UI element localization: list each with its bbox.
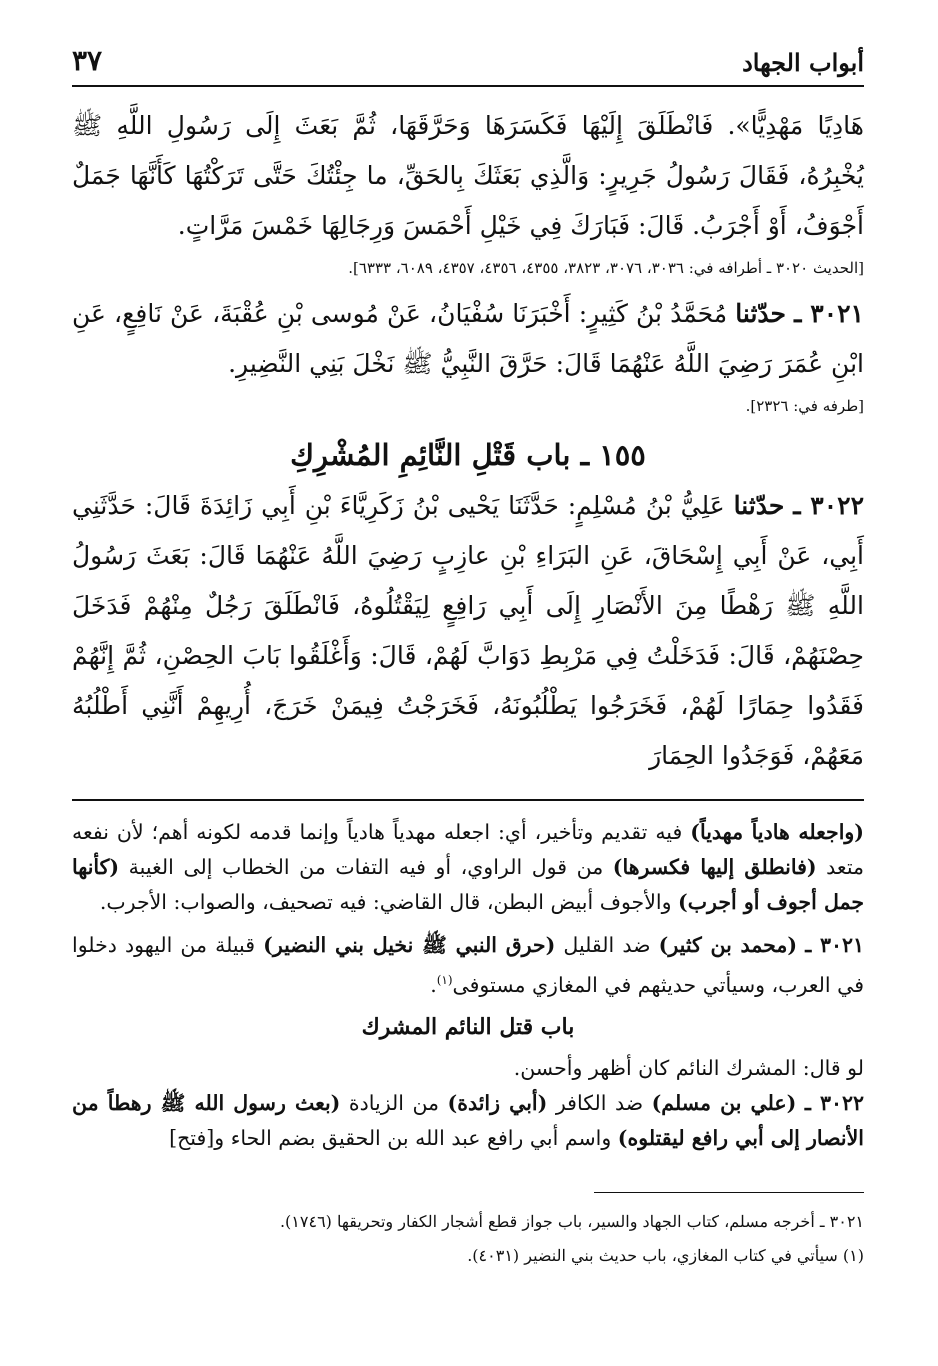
commentary-text: فيه تقديم وتأخير، أي: اجعله مهدياً هادياً وإنما قدمه لكونه أهم؛ لأن نفعه متعد (72, 820, 864, 879)
commentary-lemma: (كأنها جمل أجوف أو أجرب) (72, 855, 864, 914)
commentary-separator (72, 799, 864, 801)
commentary-text: من الزيادة (340, 1090, 448, 1115)
commentary-lemma: (فانطلق إليها فكسرها) (612, 855, 817, 879)
commentary-3021 (72, 928, 864, 1003)
commentary-lemma: (بعث رسول الله ﷺ رهطاً من الأنصار إلى أبي رافع ليقتلوه) (72, 1090, 864, 1150)
page-header (72, 44, 864, 87)
hadith-3021 (72, 289, 864, 389)
hadith-3021-cross-reference: [طرفه في: ٢٣٢٦]. (745, 397, 864, 415)
commentary-number: ٣٠٢١ ـ (805, 933, 864, 957)
page (72, 44, 864, 1273)
commentary-3022 (72, 1086, 864, 1156)
commentary-number: ٣٠٢٢ ـ (804, 1090, 865, 1115)
hadith-3020-continuation: هَادِيًا مَهْدِيًّا». فَانْطَلَقَ إِلَيْهَا فَكَسَرَهَا وَحَرَّقَهَا، ثُمَّ بَعَثَ إِلَى رَسُولِ اللَّهِ ﷺ يُخْبِرُهُ، فَقَالَ رَسُولُ جَرِيرٍ: وَالَّذِي بَعَثَكَ بِالحَقِّ، ما جِئْتُكَ حَتَّى تَرَكْتُهَا كَأَنَّهَا جَمَلٌ أَجْوَفُ، أَوْ أَجْرَبُ. قَالَ: فَبَارَكَ فِي خَيْلِ أَحْمَسَ وَرِجَالِهَا خَمْسَ مَرَّاتٍ. (72, 111, 864, 240)
commentary-lemma: (حرق النبي ﷺ نخيل بني النضير) (263, 933, 556, 957)
commentary-text: واسم أبي رافع عبد الله بن الحقيق بضم الحاء و[فتح] (169, 1125, 618, 1150)
footnote-marker: (١) (436, 973, 453, 987)
commentary-text: . (430, 972, 437, 997)
hadith-lead-word: حدّثنا (733, 491, 785, 520)
hadith-text: عَلِيُّ بْنُ مُسْلِمٍ: حَدَّثَنَا يَحْيى بْنُ زَكَرِيَّاءَ بْنِ أَبِي زَائِدَةَ قَالَ: حَدَّثَنِي أَبِي، عَنْ أَبِي إِسْحَاقَ، عَنِ البَرَاءِ بْنِ عازِبٍ رَضِيَ اللَّهُ عَنْهُمَا قَالَ: بَعَثَ رَسُولُ اللَّهِ ﷺ رَهْطًا مِنَ الأَنْصَارِ إِلَى أَبِي رَافِعٍ لِيَقْتُلُوهُ، فَانْطَلَقَ رَجُلٌ مِنْهُمْ فَدَخَلَ حِصْنَهُمْ، قَالَ: فَدَخَلْتُ فِي مَرْبِطِ دَوَابَّ لَهُمْ، قَالَ: وَأَغْلَقُوا بَابَ الحِصْنِ، ثُمَّ إِنَّهُمْ فَقَدُوا حِمَارًا لَهُمْ، فَخَرَجُوا يَطْلُبُونَهُ، فَخَرَجْتُ فِيمَنْ خَرَجَ، أُرِيهِمْ أَنَّنِي أَطْلُبُهُ مَعَهُمْ، فَوَجَدُوا الحِمَارَ (72, 491, 864, 770)
hadith-number: ٣٠٢٢ ـ (793, 491, 865, 520)
running-title: أبواب الجهاد (742, 48, 864, 77)
footnote-1: (١) سيأتي في كتاب المغازي، باب حديث بني النضير (٤٠٣١). (467, 1245, 864, 1265)
commentary-3020 (72, 815, 864, 920)
page-number: ٣٧ (72, 44, 103, 77)
commentary-text: والأجوف أبيض البطن، قال القاضي: فيه تصحيف، والصواب: الأجرب. (99, 890, 679, 914)
commentary-lemma: (أبي زائدة) (447, 1090, 548, 1115)
footnote-3021: ٣٠٢١ ـ أخرجه مسلم، كتاب الجهاد والسير، باب جواز قطع أشجار الكفار وتحريقها (١٧٤٦). (279, 1211, 864, 1231)
hadith-3020-cross-reference: [الحديث ٣٠٢٠ ـ أطرافه في: ٣٠٣٦، ٣٠٧٦، ٣٨٢٣، ٤٣٥٥، ٤٣٥٦، ٤٣٥٧، ٦٠٨٩، ٦٣٣٣]. (348, 259, 864, 277)
commentary-lemma: (علي بن مسلم) (651, 1090, 797, 1115)
commentary-text: ضد القليل (555, 933, 659, 957)
commentary-text: قبيلة من اليهود دخلوا في العرب، وسيأتي حديثهم في المغازي مستوفى (72, 933, 864, 997)
hadith-3022 (72, 481, 864, 781)
commentary-lemma: (محمد بن كثير) (658, 933, 798, 957)
commentary-text: من قول الراوي، أو فيه التفات من الخطاب إلى الغيبة (119, 855, 613, 879)
commentary-chapter-title: باب قتل النائم المشرك (361, 1013, 575, 1040)
commentary-chapter-note: لو قال: المشرك النائم كان أظهر وأحسن. (513, 1055, 864, 1080)
chapter-heading: ١٥٥ ـ باب قَتْلِ النَّائِمِ المُشْرِكِ (290, 438, 646, 472)
commentary-text: ضد الكافر (547, 1090, 652, 1115)
hadith-number: ٣٠٢١ ـ (794, 299, 864, 328)
commentary-lemma: (واجعله هادياً مهدياً) (690, 820, 865, 844)
footnote-separator (594, 1192, 864, 1193)
hadith-lead-word: حدّثنا (735, 299, 786, 328)
hadith-text: مُحَمَّدُ بْنُ كَثِيرٍ: أَخْبَرَنَا سُفْيَانُ، عَنْ مُوسى بْنِ عُقْبَةَ، عَنْ نَافِعٍ، عَنِ ابْنِ عُمَرَ رَضِيَ اللَّهُ عَنْهُمَا قَالَ: حَرَّقَ النَّبِيُّ ﷺ نَخْلَ بَنِي النَّضِيرِ. (72, 299, 864, 378)
